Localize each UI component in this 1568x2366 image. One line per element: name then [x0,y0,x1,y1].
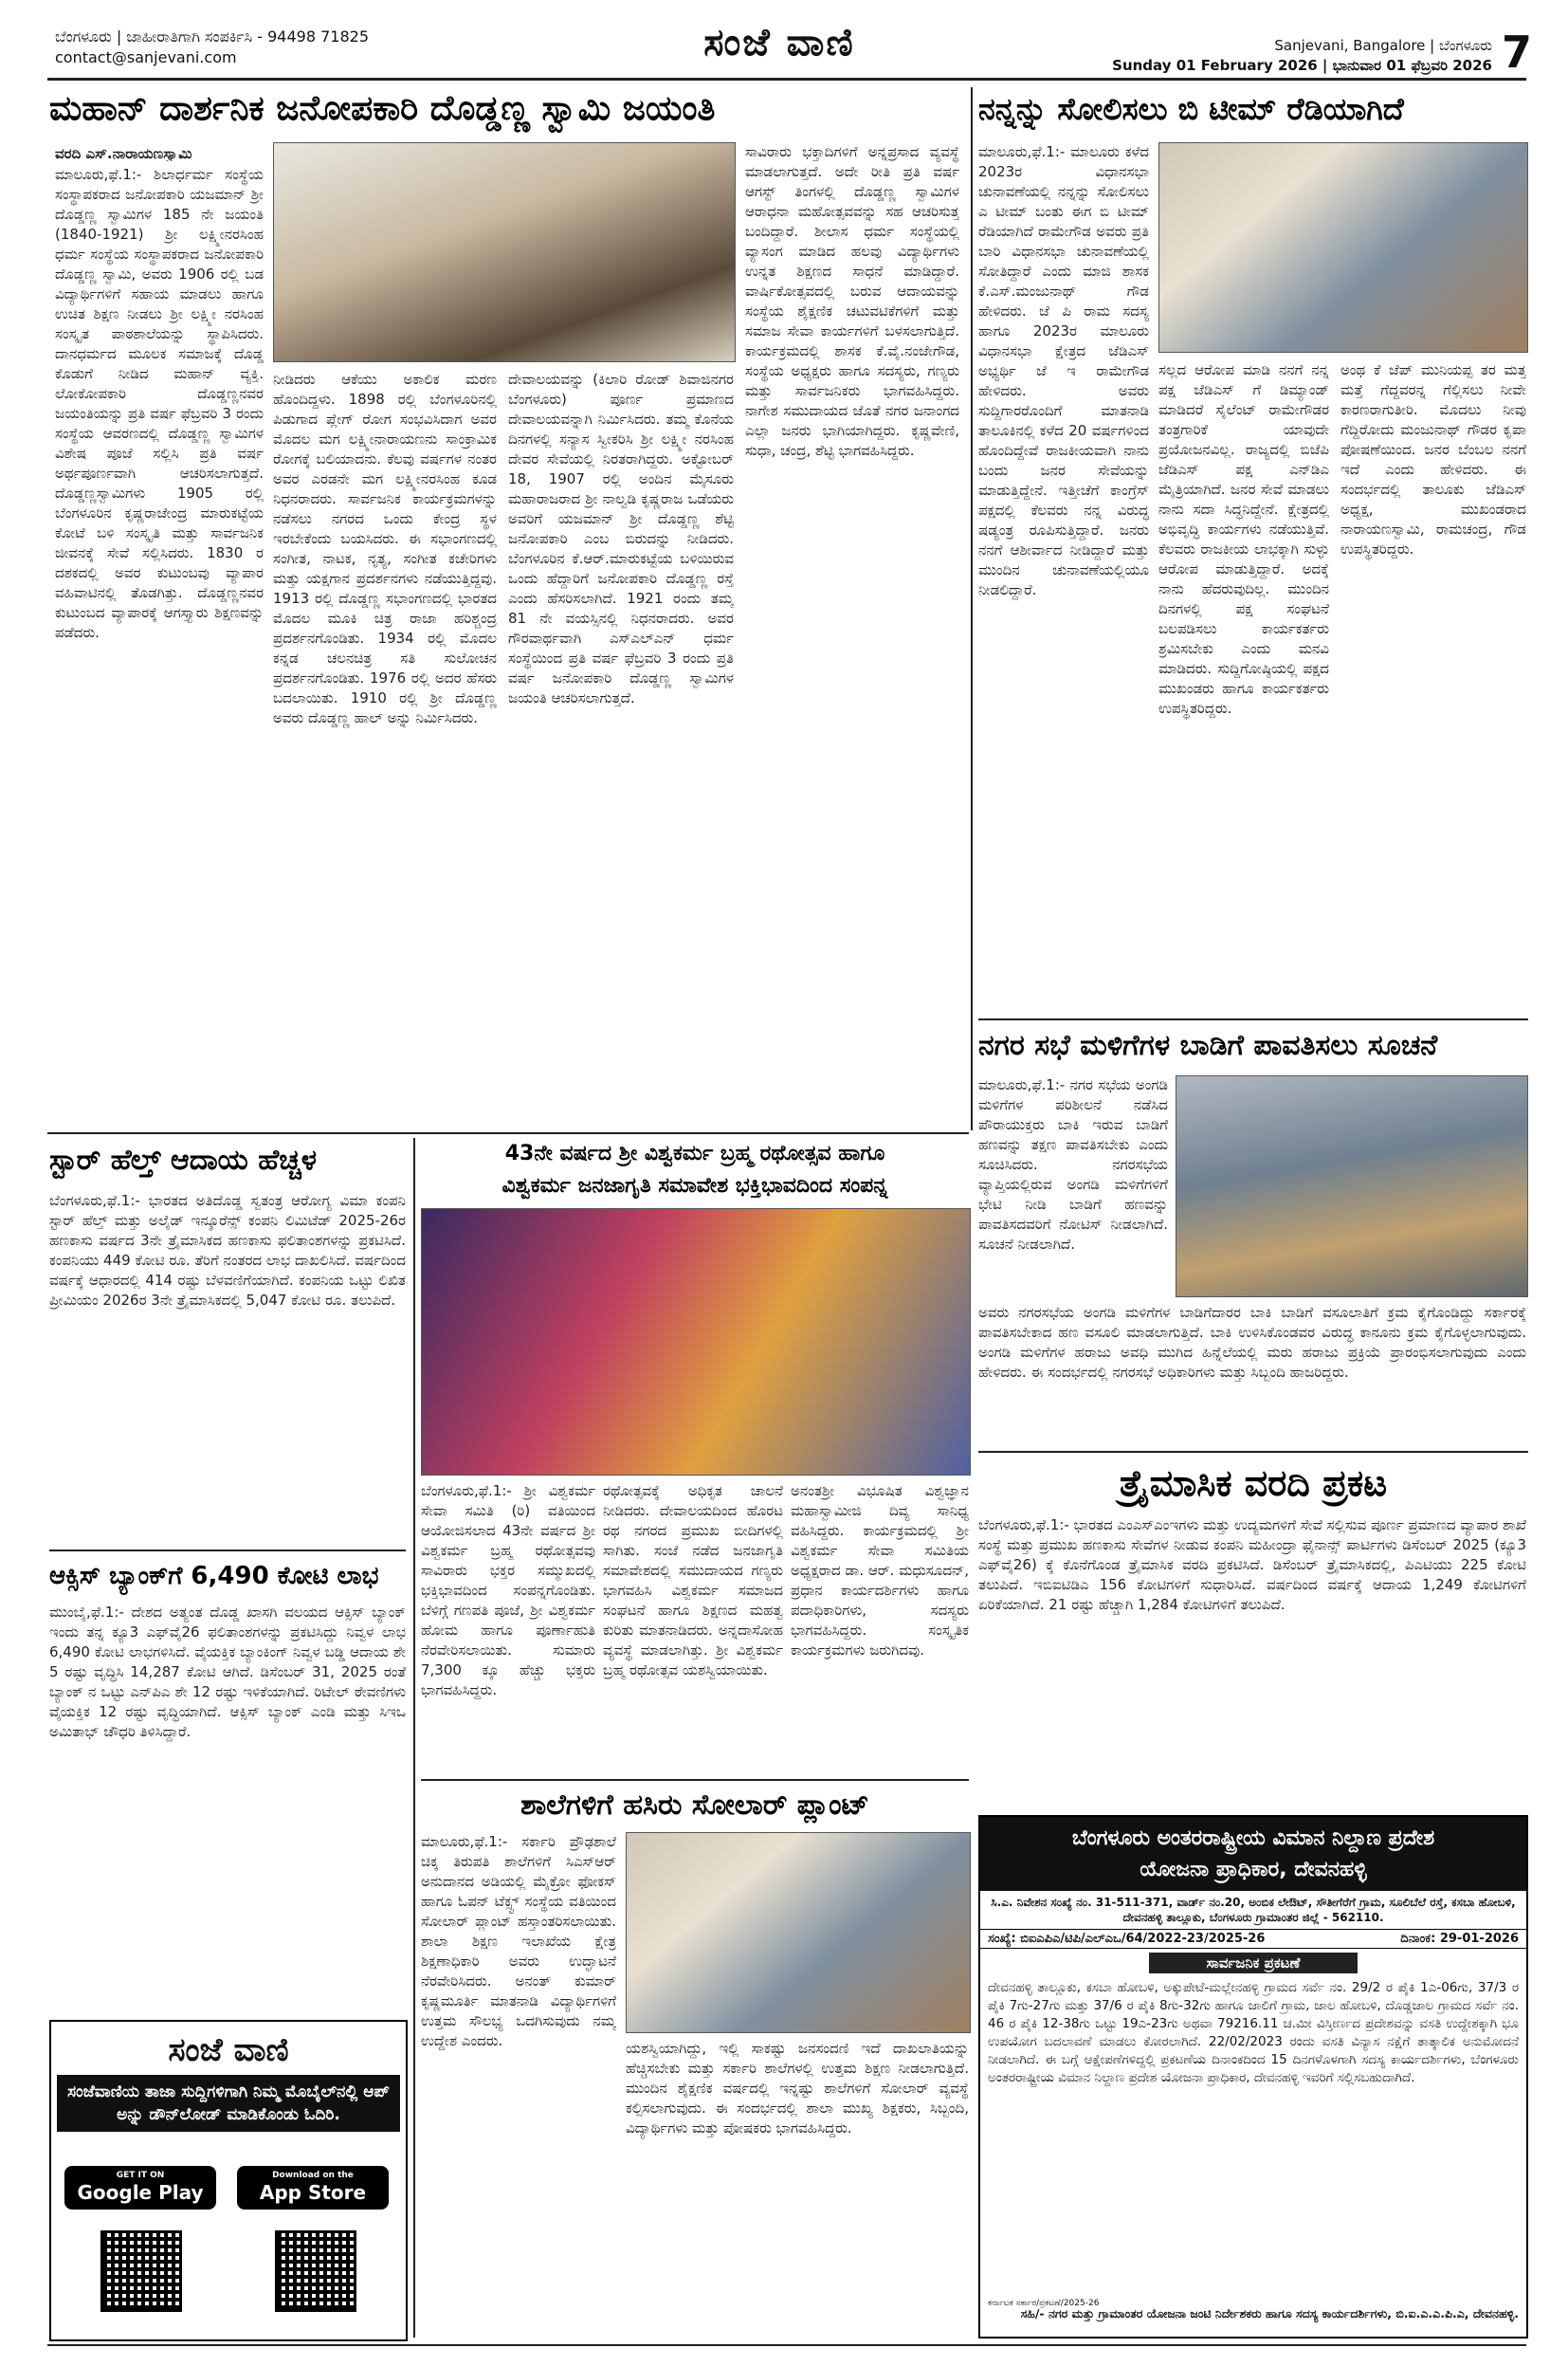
star-health-body: ಬೆಂಗಳೂರು,ಫೆ.1:- ಭಾರತದ ಅತಿದೊಡ್ಡ ಸ್ವತಂತ್ರ ಆರೋಗ್ಯ ವಿಮಾ ಕಂಪನಿ ಸ್ಟಾರ್ ಹೆಲ್ತ್ ಮತ್ತು ಅಲೈಡ್ ಇನ್ಶೂರೆನ್ಸ್ ಕಂಪನಿ ಲಿಮಿಟೆಡ್ 2025-26ರ ಹಣಕಾಸು ವರ್ಷದ 3ನೇ ತ್ರೈಮಾಸಿಕದ ಹಣಕಾಸು ಫಲಿತಾಂಶಗಳನ್ನು ಪ್ರಕಟಿಸಿದೆ. ಕಂಪನಿಯು 449 ಕೋಟಿ ರೂ. ತೆರಿಗೆ ನಂತರದ ಲಾಭ ದಾಖಲಿಸಿದೆ. ವರ್ಷದಿಂದ ವರ್ಷಕ್ಕೆ ಆಧಾರದಲ್ಲಿ 414 ರಷ್ಟು ಬೆಳವಣಿಗೆಯಾಗಿದೆ. ಕಂಪನಿಯ ಒಟ್ಟು ಲಿಖಿತ ಪ್ರೀಮಿಯಂ 2026ರ 3ನೇ ತ್ರೈಮಾಸಿಕದಲ್ಲಿ 5,047 ಕೋಟಿ ರೂ. ತಲುಪಿದೆ. [49,1192,406,1309]
app-store-label: App Store [259,2181,367,2204]
nagarasabhe-body: ಅವರು ನಗರಸಭೆಯ ಅಂಗಡಿ ಮಳಿಗೆಗಳ ಬಾಡಿಗೆದಾರರ ಬಾಕಿ ಬಾಡಿಗೆ ವಸೂಲಾತಿಗೆ ಕ್ರಮ ಕೈಗೊಂಡಿದ್ದು ಸರ್ಕಾರಕ್ಕೆ ಪಾವತಿಸಬೇಕಾದ ಹಣ ವಸೂಲಿ ಮಾಡಲಾಗುತ್ತಿದೆ. ಬಾಕಿ ಉಳಿಸಿಕೊಂಡವರ ವಿರುದ್ಧ ಕಾನೂನು ಕ್ರಮ ಕೈಗೊಳ್ಳಲಾಗುವುದು. ಅಂಗಡಿ ಮಳಿಗೆಗಳ ಹರಾಜು ಅವಧಿ ಮುಗಿದ ಹಿನ್ನೆಲೆಯಲ್ಲಿ ಮರು ಹರಾಜು ಪ್ರಕ್ರಿಯೆ ಪ್ರಾರಂಭಿಸಲಾಗುವುದು ಎಂದು ಹೇಳಿದರು. ಈ ಸಂದರ್ಭದಲ್ಲಿ ನಗರಸಭೆ ಅಧಿಕಾರಿಗಳು ಮತ್ತು ಸಿಬ್ಬಂದಿ ಹಾಜರಿದ್ದರು. [978,1304,1526,1381]
headline-nagarasabhe: ನಗರ ಸಭೆ ಮಳಿಗೆಗಳ ಬಾಡಿಗೆ ಪಾವತಿಸಲು ಸೂಚನೆ [978,1029,1438,1062]
advert-contact: ಬೆಂಗಳೂರು | ಜಾಹೀರಾತಿಗಾಗಿ ಸಂಪರ್ಕಿಸಿ - 94498 71825 [55,28,369,46]
vishwakarma-photo [421,1208,971,1476]
edition-label: Sanjevani, Bangalore | ಬೆಂಗಳೂರು [1274,37,1492,54]
headline-axis: ಆಕ್ಸಿಸ್ ಬ್ಯಾಂಕ್‌ಗೆ 6,490 ಕೋಟಿ ಲಾಭ [49,1562,379,1590]
section-rule [49,1550,406,1551]
logo-text: ಸಂಜೆ ವಾಣಿ [703,21,855,64]
masthead-rule [47,78,1526,81]
newspaper-logo [637,21,921,74]
section-rule [978,1018,1528,1020]
google-play-qr-icon[interactable] [100,2230,182,2312]
solar-col2: ಯಶಸ್ವಿಯಾಗಿದ್ದು, ಇಲ್ಲಿ ಸಾಕಷ್ಟು ಜನಸಂದಣಿ ಇದೆ ದಾಖಲಾತಿಯನ್ನು ಹೆಚ್ಚಿಸಬೇಕು ಮತ್ತು ಸರ್ಕಾರಿ ಶಾಲೆಗಳಲ್ಲಿ ಉತ್ತಮ ಶಿಕ್ಷಣ ನೀಡಲಾಗುತ್ತಿದೆ. ಮುಂದಿನ ಶೈಕ್ಷಣಿಕ ವರ್ಷದಲ್ಲಿ ಇನ್ನಷ್ಟು ಶಾಲೆಗಳಿಗೆ ಸೋಲಾರ್ ವ್ಯವಸ್ಥೆ ಕಲ್ಪಿಸಲಾಗುವುದು. ಈ ಸಂದರ್ಭದಲ್ಲಿ ಶಾಲಾ ಮುಖ್ಯ ಶಿಕ್ಷಕರು, ಸಿಬ್ಬಂದಿ, ವಿದ್ಯಾರ್ಥಿಗಳು ಮತ್ತು ಪೋಷಕರು ಭಾಗವಹಿಸಿದ್ದರು. [626,2040,969,2137]
google-play-button[interactable] [64,2166,216,2210]
app-promo [49,2020,408,2341]
headline-quarterly: ತ್ರೈಮಾಸಿಕ ವರದಿ ಪ್ರಕಟ [1119,1462,1388,1504]
doddanna-col1: ಮಾಲೂರು,ಫೆ.1:- ಶಿಲಾರ್ಧರ್ಮ ಸಂಸ್ಥೆಯ ಸಂಸ್ಥಾಪಕರಾದ ಜನೋಪಕಾರಿ ಯಜಮಾನ್ ಶ್ರೀ ದೊಡ್ಡಣ್ಣ ಸ್ವಾಮಿಗಳ 185 ನೇ ಜಯಂತಿ (1840-1921) ಶ್ರೀ ಲಕ್ಷ್ಮೀನರಸಿಂಹ ಧರ್ಮ ಸಂಸ್ಥೆಯ ಸಂಸ್ಥಾಪಕರಾದ ಜನೋಪಕಾರಿ ದೊಡ್ಡಣ್ಣ ಸ್ವಾಮಿ, ಅವರು 1906 ರಲ್ಲಿ ಬಡ ವಿದ್ಯಾರ್ಥಿಗಳಿಗೆ ಸಹಾಯ ಮಾಡಲು ಹಾಗೂ ಉಚಿತ ಶಿಕ್ಷಣ ನೀಡಲು ಶ್ರೀ ಲಕ್ಷ್ಮೀ ನರಸಿಂಹ ಸಂಸ್ಕೃತ ಪಾಠಶಾಲೆಯನ್ನು ಸ್ಥಾಪಿಸಿದರು. ದಾನಧರ್ಮದ ಮೂಲಕ ಸಮಾಜಕ್ಕೆ ದೊಡ್ಡ ಕೊಡುಗೆ ನೀಡಿದ ಮಹಾನ್ ವ್ಯಕ್ತಿ. ಲೋಕೋಪಕಾರಿ ದೊಡ್ಡಣ್ಣನವರ ಜಯಂತಿಯನ್ನು ಪ್ರತಿ ವರ್ಷ ಫೆಬ್ರವರಿ 3 ರಂದು ಸಂಸ್ಥೆಯ ಆವರಣದಲ್ಲಿ ದೊಡ್ಡಣ್ಣ ಸ್ವಾಮಿಗಳ ವಿಶೇಷ ಪೂಜೆ ಸಲ್ಲಿಸಿ ಪ್ರತಿ ವರ್ಷ ಅರ್ಥಪೂರ್ಣವಾಗಿ ಆಚರಿಸಲಾಗುತ್ತದೆ. ದೊಡ್ಡಣ್ಣಸ್ವಾಮಿಗಳು 1905 ರಲ್ಲಿ ಬೆಂಗಳೂರಿನ ಕೃಷ್ಣರಾಜೇಂದ್ರ ಮಾರುಕಟ್ಟೆಯ ಕೋಟೆ ಬಳಿ ಸಂಸ್ಕೃತಿ ಮತ್ತು ಸಾರ್ವಜನಿಕ ಜೀವನಕ್ಕೆ ಸೇವೆ ಸಲ್ಲಿಸಿದರು. 1830 ರ ದಶಕದಲ್ಲಿ ಅವರ ಕುಟುಂಬವು ವ್ಯಾಪಾರ ವಹಿವಾಟಿನಲ್ಲಿ ತೊಡಗಿತ್ತು. ದೊಡ್ಡಣ್ಣನವರ ಕುಟುಂಬದ ವ್ಯಾಪಾರಕ್ಕೆ ಆಗಸ್ತ್ಯಾರು ಶಿಕ್ಷಣವನ್ನು ಪಡೆದರು. [55,166,264,641]
vishwakarma-col1: ಬೆಂಗಳೂರು,ಫೆ.1:- ಶ್ರೀ ವಿಶ್ವಕರ್ಮ ಸೇವಾ ಸಮಿತಿ (ರಿ) ವತಿಯಿಂದ ಆಯೋಜಿಸಲಾದ 43ನೇ ವರ್ಷದ ಶ್ರೀ ವಿಶ್ವಕರ್ಮ ಬ್ರಹ್ಮ ರಥೋತ್ಸವವು ಸಾವಿರಾರು ಭಕ್ತರ ಸಮ್ಮುಖದಲ್ಲಿ ಭಕ್ತಿಭಾವದಿಂದ ಸಂಪನ್ನಗೊಂಡಿತು. ಬೆಳಿಗ್ಗೆ ಗಣಪತಿ ಪೂಜೆ, ಶ್ರೀ ವಿಶ್ವಕರ್ಮ ಹೋಮ ಹಾಗೂ ಪೂರ್ಣಾಹುತಿ ನೆರವೇರಿಸಲಾಯಿತು. ಸುಮಾರು 7,300 ಕ್ಕೂ ಹೆಚ್ಚು ಭಕ್ತರು ಭಾಗವಹಿಸಿದ್ದರು. [421,1482,595,1698]
section-rule [421,1779,969,1781]
google-play-label: Google Play [77,2181,204,2204]
b-team-col2: ಸಲ್ಲದ ಆರೋಪ ಮಾಡಿ ನನಗೆ ನನ್ನ ಪಕ್ಷ ಜೆಡಿಎಸ್ ಗೆ ಡಿಮ್ಯಾಂಡ್ ಮಾಡಿದರೆ ಸೈಲೆಂಟ್ ರಾಮೇಗೌಡರ ತಂತ್ರಗಾರಿಕೆ ಯಾವುದೇ ಪ್ರಯೋಜನವಿಲ್ಲ. ರಾಜ್ಯದಲ್ಲಿ ಬಿಜೆಪಿ ಜೆಡಿಎಸ್ ಪಕ್ಷ ಎನ್‌ಡಿಎ ಮೈತ್ರಿಯಾಗಿದೆ. ಜನರ ಸೇವೆ ಮಾಡಲು ನಾನು ಸದಾ ಸಿದ್ಧನಿದ್ದೇನೆ. ಕ್ಷೇತ್ರದಲ್ಲಿ ಅಭಿವೃದ್ಧಿ ಕಾರ್ಯಗಳು ನಡೆಯುತ್ತಿವೆ. ಕೆಲವರು ರಾಜಕೀಯ ಲಾಭಕ್ಕಾಗಿ ಸುಳ್ಳು ಆರೋಪ ಮಾಡುತ್ತಿದ್ದಾರೆ. ಅದಕ್ಕೆ ನಾನು ಹೆದರುವುದಿಲ್ಲ. ಮುಂದಿನ ದಿನಗಳಲ್ಲಿ ಪಕ್ಷ ಸಂಘಟನೆ ಬಲಪಡಿಸಲು ಕಾರ್ಯಕರ್ತರು ಶ್ರಮಿಸಬೇಕು ಎಂದು ಮನವಿ ಮಾಡಿದರು. ಸುದ್ದಿಗೋಷ್ಠಿಯಲ್ಲಿ ಪಕ್ಷದ ಮುಖಂಡರು ಹಾಗೂ ಕಾರ್ಯಕರ್ತರು ಉಪಸ್ಥಿತರಿದ್ದರು. [1158,361,1329,717]
axis-body: ಮುಂಬೈ,ಫೆ.1:- ದೇಶದ ಅತ್ಯಂತ ದೊಡ್ಡ ಖಾಸಗಿ ವಲಯದ ಆಕ್ಸಿಸ್ ಬ್ಯಾಂಕ್ ಇಂದು ತನ್ನ ಕ್ಯೂ3 ಎಫ್‌ವೈ26 ಫಲಿತಾಂಶಗಳನ್ನು ಪ್ರಕಟಿಸಿದ್ದು ನಿವ್ವಳ ಲಾಭ 6,490 ಕೋಟಿ ಲಾಭಗಳಿಸಿದೆ. ವೈಯಕ್ತಿಕ ಬ್ಯಾಂಕಿಂಗ್ ನಿವ್ವಳ ಬಡ್ಡಿ ಆದಾಯ ಶೇ 5 ರಷ್ಟು ವೃದ್ಧಿಸಿ 14,287 ಕೋಟಿ ಆಗಿದೆ. ಡಿಸೆಂಬರ್ 31, 2025 ರಂತೆ ಬ್ಯಾಂಕ್ ನ ಒಟ್ಟು ಎನ್‌ಪಿಎ ಶೇ 12 ರಷ್ಟು ಇಳಿಕೆಯಾಗಿದೆ. ರಿಟೇಲ್ ಠೇವಣಿಗಳು ವೈಯಕ್ತಿಕ 12 ರಷ್ಟು ವೃದ್ಧಿಯಾಗಿದೆ. ಆಕ್ಸಿಸ್ ಬ್ಯಾಂಕ್ ಎಂಡಿ ಮತ್ತು ಸಿಇಒ ಅಮಿತಾಭ್ ಚೌಧರಿ ತಿಳಿಸಿದ್ದಾರೆ. [49,1604,406,1740]
doddanna-photo [273,142,736,362]
notice-subtitle: ಯೋಜನಾ ಪ್ರಾಧಿಕಾರ, ದೇವನಹಳ್ಳಿ [980,1855,1526,1891]
masthead-contact [55,27,369,68]
notice-title: ಬೆಂಗಳೂರು ಅಂತರರಾಷ್ಟ್ರೀಯ ವಿಮಾನ ನಿಲ್ದಾಣ ಪ್ರದೇಶ [980,1817,1526,1855]
vishwakarma-col2: ರಥೋತ್ಸವಕ್ಕೆ ಅಧಿಕೃತ ಚಾಲನೆ ನೀಡಿದರು. ದೇವಾಲಯದಿಂದ ಹೊರಟ ರಥ ನಗರದ ಪ್ರಮುಖ ಬೀದಿಗಳಲ್ಲಿ ಸಾಗಿತು. ಸಂಜೆ ನಡೆದ ಜನಜಾಗೃತಿ ಸಮಾವೇಶದಲ್ಲಿ ಸಮುದಾಯದ ಗಣ್ಯರು ಭಾಗವಹಿಸಿ ವಿಶ್ವಕರ್ಮ ಸಮಾಜದ ಸಂಘಟನೆ ಹಾಗೂ ಶಿಕ್ಷಣದ ಮಹತ್ವ ಕುರಿತು ಮಾತನಾಡಿದರು. ಅನ್ನದಾಸೋಹ ವ್ಯವಸ್ಥೆ ಮಾಡಲಾಗಿತ್ತು. ಶ್ರೀ ವಿಶ್ವಕರ್ಮ ಬ್ರಹ್ಮ ರಥೋತ್ಸವ ಯಶಸ್ವಿಯಾಯಿತು. [603,1482,783,1678]
column-divider [413,1138,415,2338]
headline-b-team: ನನ್ನನ್ನು ಸೋಲಿಸಲು ಬಿ ಟೀಮ್ ರೆಡಿಯಾಗಿದೆ [978,91,1404,127]
headline-star-health: ಸ್ಟಾರ್ ಹೆಲ್ತ್ ಆದಾಯ ಹೆಚ್ಚಳ [49,1144,317,1177]
b-team-col3: ಅಂಥ ಕೆ ಜೆಪ್ ಮುನಿಯಪ್ಪ ತರ ಮತ್ತ ಮತ್ತೆ ಗೆದ್ದವರನ್ನ ಗೆಲ್ಲಿಸಲು ನೀವೇ ಕಾರಣರಾಗುತೀರಿ. ಮೊದಲು ನೀವು ಗೆದ್ದಿರೋದು ಮಂಜುನಾಥ್ ಗೌಡರ ಕೃಪಾ ಪೋಷಣೆಯಿಂದ. ಜನರ ಬೆಂಬಲ ನನಗೆ ಇದೆ ಎಂದು ಹೇಳಿದರು. ಈ ಸಂದರ್ಭದಲ್ಲಿ ತಾಲೂಕು ಜೆಡಿಎಸ್ ಅಧ್ಯಕ್ಷ, ಮುಖಂಡರಾದ ನಾರಾಯಣಸ್ವಾಮಿ, ರಾಮಚಂದ್ರ, ಗೌಡ ಉಪಸ್ಥಿತರಿದ್ದರು. [1340,361,1526,558]
b-team-photo [1158,142,1528,353]
page-number: 7 [1501,27,1532,78]
app-store-small: Download on the [272,2171,354,2180]
solar-photo [626,1832,971,2033]
quarterly-body: ಬೆಂಗಳೂರು,ಫೆ.1:- ಭಾರತದ ಎಂಎಸ್‌ಎಂಇಗಳು ಮತ್ತು ಉದ್ಯಮಗಳಿಗೆ ಸೇವೆ ಸಲ್ಲಿಸುವ ಪೂರ್ಣ ಪ್ರಮಾಣದ ವ್ಯಾಪಾರ ಶಾಖೆ ಸಂಸ್ಥೆ ಮತ್ತು ಪ್ರಮುಖ ಹಣಕಾಸು ಸೇವೆಗಳ ನೀಡುವ ಕಂಪನಿ ಮಹೀಂದ್ರಾ ಫೈನಾನ್ಸ್ ಪಾರ್ಟಿಗಳು ಡಿಸೆಂಬರ್ 2025 (ಕ್ಯೂ3 ಎಫ್‌ವೈ26) ಕ್ಕೆ ಕೊನೆಗೊಂಡ ತ್ರೈಮಾಸಿಕ ವರದಿ ಪ್ರಕಟಿಸಿದೆ. ಡಿಸೆಂಬರ್ ತ್ರೈಮಾಸಿಕದಲ್ಲಿ, ಪಿಎಟಿಯು 225 ಕೋಟಿ ತಲುಪಿದೆ. ಇಬಿಐಟಿಡಿಎ 156 ಕೋಟಿಗಳಿಗೆ ಸುಧಾರಿಸಿದೆ. ವರ್ಷದಿಂದ ವರ್ಷಕ್ಕೆ ಆದಾಯ 1,249 ಕೋಟಿಗಳಿಗೆ ಏರಿಕೆಯಾಗಿದೆ. 21 ರಷ್ಟು ಹೆಚ್ಚಾಗಿ 1,284 ಕೋಟಿಗಳಿಗೆ ತಲುಪಿದೆ. [978,1516,1526,1613]
doddanna-col4: ಸಾವಿರಾರು ಭಕ್ತಾದಿಗಳಿಗೆ ಅನ್ನಪ್ರಸಾದ ವ್ಯವಸ್ಥೆ ಮಾಡಲಾಗುತ್ತದೆ. ಅದೇ ರೀತಿ ಪ್ರತಿ ವರ್ಷ ಆಗಸ್ಟ್ ತಿಂಗಳಲ್ಲಿ ದೊಡ್ಡಣ್ಣ ಸ್ವಾಮಿಗಳ ಆರಾಧನಾ ಮಹೋತ್ಸವವನ್ನು ಸಹ ಆಚರಿಸುತ್ತ ಬಂದಿದ್ದಾರೆ. ಶೀಲಾಸ ಧರ್ಮ ಸಂಸ್ಥೆಯಲ್ಲಿ ವ್ಯಾಸಂಗ ಮಾಡಿದ ಹಲವು ವಿದ್ಯಾರ್ಥಿಗಳು ಉನ್ನತ ಶಿಕ್ಷಣದ ಸಾಧನೆ ಮಾಡಿದ್ದಾರೆ. ವಾರ್ಷಿಕೋತ್ಸವದಲ್ಲಿ ಬರುವ ಆದಾಯವನ್ನು ಸಂಸ್ಥೆಯ ಶೈಕ್ಷಣಿಕ ಚಟುವಟಿಕೆಗಳಿಗೆ ಮತ್ತು ಸಮಾಜ ಸೇವಾ ಕಾರ್ಯಗಳಿಗೆ ಬಳಸಲಾಗುತ್ತಿದೆ. ಕಾರ್ಯಕ್ರಮದಲ್ಲಿ ಶಾಸಕ ಕೆ.ವೈ.ನಂಜೇಗೌಡ, ಸಂಸ್ಥೆಯ ಅಧ್ಯಕ್ಷರು ಹಾಗೂ ಸದಸ್ಯರು, ಗಣ್ಯರು ಮತ್ತು ಸಾರ್ವಜನಿಕರು ಭಾಗವಹಿಸಿದ್ದರು. ನಾಗೇಶ ಸಮುದಾಯದ ಜೊತೆ ನಗರ ಜನಾಂಗದ ಎಲ್ಲಾ ಜನರು ಭಾಗಿಯಾಗಿದ್ದರು. ಕೃಷ್ಣವೇಣಿ, ಸುಧಾ, ಚಂದ್ರ, ಶೆಟ್ಟಿ ಭಾಗವಹಿಸಿದ್ದರು. [745,143,959,459]
notice-label: ಸಾರ್ವಜನಿಕ ಪ್ರಕಟಣೆ [1149,1953,1358,1973]
section-rule [47,1132,969,1134]
promo-logo: ಸಂಜೆ ವಾಣಿ [168,2031,289,2069]
app-store-button[interactable] [237,2166,389,2210]
headline-vishwakarma-2: ವಿಶ್ವಕರ್ಮ ಜನಜಾಗೃತಿ ಸಮಾವೇಶ ಭಕ್ತಿಭಾವದಿಂದ ಸಂಪನ್ನ [501,1174,888,1198]
vishwakarma-col3: ಅನಂತಶ್ರೀ ವಿಭೂಷಿತ ವಿಶ್ವಜ್ಞಾನ ಮಹಾಸ್ವಾಮೀಜಿ ದಿವ್ಯ ಸಾನಿಧ್ಯ ವಹಿಸಿದ್ದರು. ಕಾರ್ಯಕ್ರಮದಲ್ಲಿ ಶ್ರೀ ವಿಶ್ವಕರ್ಮ ಸೇವಾ ಸಮಿತಿಯ ಅಧ್ಯಕ್ಷರಾದ ಡಾ. ಆರ್. ಮಧುಸೂದನ್, ಪ್ರಧಾನ ಕಾರ್ಯದರ್ಶಿಗಳು ಹಾಗೂ ಪದಾಧಿಕಾರಿಗಳು, ಸದಸ್ಯರು ಭಾಗವಹಿಸಿದ್ದರು. ಸಂಸ್ಕೃತಿಕ ಕಾರ್ಯಕ್ರಮಗಳು ಜರುಗಿದವು. [791,1482,969,1659]
public-notice [978,1815,1528,2338]
b-team-col1: ಮಾಲೂರು,ಫೆ.1:- ಮಾಲೂರು ಕಳೆದ 2023ರ ವಿಧಾನಸಭಾ ಚುನಾವಣೆಯಲ್ಲಿ ನನ್ನನ್ನು ಸೋಲಿಸಲು ಎ ಟೀಮ್ ಬಂತು ಈಗ ಬಿ ಟೀಮ್ ರೆಡಿಯಾಗಿದೆ ರಾಮೇಗೌಡ ಅವರು ಪ್ರತಿ ಬಾರಿ ವಿಧಾನಸಭಾ ಚುನಾವಣೆಯಲ್ಲಿ ಸೋತಿದ್ದಾರೆ ಎಂದು ಮಾಜಿ ಶಾಸಕ ಕೆ.ಎಸ್.ಮಂಜುನಾಥ್ ಗೌಡ ಹೇಳಿದರು. ಜೆ ಪಿ ರಾಮ ಸದಸ್ಯ ಹಾಗೂ 2023ರ ಮಾಲೂರು ವಿಧಾನಸಭಾ ಕ್ಷೇತ್ರದ ಜೆಡಿಎಸ್ ಅಭ್ಯರ್ಥಿ ಜೆ ಇ ರಾಮೇಗೌಡ ಹೇಳಿದರು. ಅವರು ಸುದ್ದಿಗಾರರೊಂದಿಗೆ ಮಾತನಾಡಿ ತಾಲೂಕಿನಲ್ಲಿ ಕಳೆದ 20 ವರ್ಷಗಳಿಂದ ಹೊಂದಿದ್ದೇವೆ ರಾಜಕೀಯವಾಗಿ ನಾನು ಬಂದು ಜನರ ಸೇವೆಯನ್ನು ಮಾಡುತ್ತಿದ್ದೇನೆ. ಇತ್ತೀಚೆಗೆ ಕಾಂಗ್ರೆಸ್ ಪಕ್ಷದಲ್ಲಿ ಕೆಲವರು ನನ್ನ ವಿರುದ್ಧ ಷಡ್ಯಂತ್ರ ರೂಪಿಸುತ್ತಿದ್ದಾರೆ. ಜನರು ನನಗೆ ಆಶೀರ್ವಾದ ನೀಡಿದ್ದಾರೆ ಮತ್ತು ಮುಂದಿನ ಚುನಾವಣೆಯಲ್ಲಿಯೂ ನೀಡಲಿದ್ದಾರೆ. [978,143,1149,598]
notice-body: ದೇವನಹಳ್ಳಿ ತಾಲ್ಲೂಕು, ಕಸಬಾ ಹೋಬಳಿ, ಅಕ್ಕುಪೇಟೆ-ಮಲ್ಲೇನಹಳ್ಳಿ ಗ್ರಾಮದ ಸರ್ವೆ ನಂ. 29/2 ರ ಪೈಕಿ 1ಎ-06ಗು, 37/3 ರ ಪೈಕಿ 7ಗು-27ಗು ಮತ್ತು 37/6 ರ ಪೈಕಿ 8ಗು-32ಗು ಹಾಗೂ ಜಾಲಿಗೆ ಗ್ರಾಮ, ಜಾಲ ಹೋಬಳಿ, ದೊಡ್ಡಜಾಲ ಗ್ರಾಮದ ಸರ್ವೆ ನಂ. 46 ರ ಪೈಕಿ 12-38ಗು ಒಟ್ಟು 19ಎ-23ಗು ಅಥವಾ 79216.11 ಚ.ಮೀ ವಿಸ್ತೀರ್ಣದ ಪ್ರದೇಶವನ್ನು ವಸತಿ ಉದ್ದೇಶಕ್ಕಾಗಿ ಭೂ ಉಪಯೋಗ ಬದಲಾವಣೆ ಮಾಡಲು ಕೋರಲಾಗಿದೆ. 22/02/2023 ರಂದು ವಸತಿ ವಿನ್ಯಾಸ ನಕ್ಷೆಗೆ ತಾತ್ಕಾಲಿಕ ಅನುಮೋದನೆ ನೀಡಲಾಗಿದೆ. ಈ ಬಗ್ಗೆ ಆಕ್ಷೇಪಣೆಗಳಿದ್ದಲ್ಲಿ ಪ್ರಕಟಣೆಯ ದಿನಾಂಕದಿಂದ 15 ದಿನಗಳೊಳಗಾಗಿ ಸದಸ್ಯ ಕಾರ್ಯದರ್ಶಿಗಳು, ಬೆಂಗಳೂರು ಅಂತರರಾಷ್ಟ್ರೀಯ ವಿಮಾನ ನಿಲ್ದಾಣ ಪ್ರದೇಶ ಯೋಜನಾ ಪ್ರಾಧಿಕಾರ, ದೇವನಹಳ್ಳಿ ಇವರಿಗೆ ಸಲ್ಲಿಸಬಹುದಾಗಿದೆ. [988,1980,1519,2085]
section-rule [978,1451,1528,1453]
nagarasabhe-col1: ಮಾಲೂರು,ಫೆ.1:- ನಗರ ಸಭೆಯ ಅಂಗಡಿ ಮಳಿಗೆಗಳ ಪರಿಶೀಲನೆ ನಡೆಸಿದ ಪೌರಾಯುಕ್ತರು ಬಾಕಿ ಇರುವ ಬಾಡಿಗೆ ಹಣವನ್ನು ತಕ್ಷಣ ಪಾವತಿಸಬೇಕು ಎಂದು ಸೂಚಿಸಿದರು. ನಗರಸಭೆಯ ವ್ಯಾಪ್ತಿಯಲ್ಲಿರುವ ಅಂಗಡಿ ಮಳಿಗೆಗಳಿಗೆ ಭೇಟಿ ನೀಡಿ ಬಾಡಿಗೆ ಹಣವನ್ನು ಪಾವತಿಸದವರಿಗೆ ನೋಟಿಸ್ ನೀಡಲಾಗಿದೆ. ಸೂಚನೆ ನೀಡಲಾಗಿದೆ. [978,1076,1168,1253]
notice-footer-code: ಕರ್ನಾಟಕ ಸರ್ಕಾರ/ಪ್ರಕಟಣೆ/2025-26 [988,2299,1100,2308]
headline-doddanna: ಮಹಾನ್ ದಾರ್ಶನಿಕ ಜನೋಪಕಾರಿ ದೊಡ್ಡಣ್ಣ ಸ್ವಾಮಿ ಜಯಂತಿ [49,89,716,128]
doddanna-col2: ನೀಡಿದರು ಆಕೆಯು ಅಕಾಲಿಕ ಮರಣ ಹೊಂದಿದ್ದಳು. 1898 ರಲ್ಲಿ ಬೆಂಗಳೂರಿನಲ್ಲಿ ಪಿಡುಗಾದ ಪ್ಲೇಗ್ ರೋಗ ಸಂಭವಿಸಿದಾಗ ಅವರ ಮೊದಲ ಮಗ ಲಕ್ಷ್ಮೀನಾರಾಯಣನು ಸಾಂಕ್ರಾಮಿಕ ರೋಗಕ್ಕೆ ಬಲಿಯಾದನು. ಕೆಲವು ವರ್ಷಗಳ ನಂತರ ಅವರ ಎರಡನೇ ಮಗ ಲಕ್ಷ್ಮೀನರಸಿಂಹ ಕೂಡ ನಿಧನರಾದರು. ಸಾರ್ವಜನಿಕ ಕಾರ್ಯಕ್ರಮಗಳನ್ನು ನಡೆಸಲು ನಗರದ ಒಂದು ಕೇಂದ್ರ ಸ್ಥಳ ಇರಬೇಕೆಂದು ಬಯಸಿದರು. ಈ ಸಭಾಂಗಣದಲ್ಲಿ ಸಂಗೀತ, ನಾಟಕ, ನೃತ್ಯ, ಸಂಗೀತ ಕಚೇರಿಗಳು ಮತ್ತು ಯಕ್ಷಗಾನ ಪ್ರದರ್ಶನಗಳು ನಡೆಯುತ್ತಿದ್ದವು. 1913 ರಲ್ಲಿ ದೊಡ್ಡಣ್ಣ ಸಭಾಂಗಣದಲ್ಲಿ ಭಾರತದ ಮೊದಲ ಮೂಕಿ ಚಿತ್ರ ರಾಜಾ ಹರಿಶ್ಚಂದ್ರ ಪ್ರದರ್ಶನಗೊಂಡಿತು. 1934 ರಲ್ಲಿ ಮೊದಲ ಕನ್ನಡ ಚಲನಚಿತ್ರ ಸತಿ ಸುಲೋಚನ ಪ್ರದರ್ಶನಗೊಂಡಿತು. 1976 ರಲ್ಲಿ ಅದರ ಹೆಸರು ಬದಲಾಯಿತು. 1910 ರಲ್ಲಿ ಶ್ರೀ ದೊಡ್ಡಣ್ಣ ಅವರು ದೊಡ್ಡಣ್ಣ ಹಾಲ್ ಅನ್ನು ನಿರ್ಮಿಸಿದರು. [273,371,497,726]
solar-col1: ಮಾಲೂರು,ಫೆ.1:- ಸರ್ಕಾರಿ ಪ್ರೌಢಶಾಲೆ ಚಿಕ್ಕ ತಿರುಪತಿ ಶಾಲೆಗಳಿಗೆ ಸಿಎಸ್‌ಆರ್ ಅನುದಾನದ ಅಡಿಯಲ್ಲಿ ಮೈಕ್ರೋ ಫೋಕಸ್ ಹಾಗೂ ಓಪನ್ ಟೆಕ್ಸ್ಟ್ ಸಂಸ್ಥೆಯ ವತಿಯಿಂದ ಸೋಲಾರ್ ಪ್ಲಾಂಟ್ ಹಸ್ತಾಂತರಿಸಲಾಯಿತು. ಶಾಲಾ ಶಿಕ್ಷಣ ಇಲಾಖೆಯ ಕ್ಷೇತ್ರ ಶಿಕ್ಷಣಾಧಿಕಾರಿ ಅವರು ಉದ್ಘಾಟನೆ ನೆರವೇರಿಸಿದರು. ಅನಂತ್ ಕುಮಾರ್ ಕೃಷ್ಣಮೂರ್ತಿ ಮಾತನಾಡಿ ವಿದ್ಯಾರ್ಥಿಗಳಿಗೆ ಉತ್ತಮ ಸೌಲಭ್ಯ ಒದಗಿಸುವುದು ನಮ್ಮ ಉದ್ದೇಶ ಎಂದರು. [421,1833,616,2049]
headline-solar: ಶಾಲೆಗಳಿಗೆ ಹಸಿರು ಸೋಲಾರ್ ಪ್ಲಾಂಟ್ [520,1788,869,1822]
column-divider [971,87,973,1130]
doddanna-col3: ದೇವಾಲಯವನ್ನು (ಕಿಲಾರಿ ರೋಡ್ ಶಿವಾಜಿನಗರ ಬೆಂಗಳೂರು) ಪೂರ್ಣ ಪ್ರಮಾಣದ ದೇವಾಲಯವನ್ನಾಗಿ ನಿರ್ಮಿಸಿದರು. ತಮ್ಮ ಕೊನೆಯ ದಿನಗಳಲ್ಲಿ ಸನ್ಯಾಸ ಸ್ವೀಕರಿಸಿ ಶ್ರೀ ಲಕ್ಷ್ಮೀ ನರಸಿಂಹ ದೇವರ ಸೇವೆಯಲ್ಲಿ ನಿರತರಾಗಿದ್ದರು. ಅಕ್ಟೋಬರ್ 18, 1907 ರಲ್ಲಿ ಅಂದಿನ ಮೈಸೂರು ಮಹಾರಾಜರಾದ ಶ್ರೀ ನಾಲ್ವಡಿ ಕೃಷ್ಣರಾಜ ಒಡೆಯರು ಅವರಿಗೆ ಯಜಮಾನ್ ಶ್ರೀ ದೊಡ್ಡಣ್ಣ ಶೆಟ್ಟಿ ಜನೋಪಕಾರಿ ಎಂಬ ಬಿರುದನ್ನು ನೀಡಿದರು. ಬೆಂಗಳೂರಿನ ಕೆ.ಆರ್.ಮಾರುಕಟ್ಟೆಯ ಬಳಿಯಿರುವ ಒಂದು ಹೆದ್ದಾರಿಗೆ ಜನೋಪಕಾರಿ ದೊಡ್ಡಣ್ಣ ರಸ್ತೆ ಎಂದು ಹೆಸರಿಸಲಾಗಿದೆ. 1921 ರಂದು ತಮ್ಮ 81 ನೇ ವಯಸ್ಸಿನಲ್ಲಿ ನಿಧನರಾದರು. ಅವರ ಗೌರವಾರ್ಥವಾಗಿ ಎಸ್‌ಎಲ್‌ಎನ್ ಧರ್ಮ ಸಂಸ್ಥೆಯಿಂದ ಪ್ರತಿ ವರ್ಷ ಫೆಬ್ರವರಿ 3 ರಂದು ಪ್ರತಿ ವರ್ಷ ಜನೋಪಕಾರಿ ದೊಡ್ಡಣ್ಣ ಸ್ವಾಮಿಗಳ ಜಯಂತಿ ಆಚರಿಸಲಾಗುತ್ತದೆ. [508,371,734,706]
issue-date: Sunday 01 February 2026 | ಭಾನುವಾರ 01 ಫೆಬ್ರವರಿ 2026 [1112,57,1492,74]
notice-ref: ಸಂಖ್ಯೆ: ಬಿಐಎಪಿಎ/ಟಿಪಿ/ಎಲ್‌ಎಒ/64/2022-23/2025-26 [988,1932,1266,1946]
nagarasabhe-photo [1176,1075,1528,1297]
notice-date: ದಿನಾಂಕ: 29-01-2026 [1400,1932,1519,1946]
footer-rule [47,2344,1526,2346]
headline-vishwakarma-1: 43ನೇ ವರ್ಷದ ಶ್ರೀ ವಿಶ್ವಕರ್ಮ ಬ್ರಹ್ಮ ರಥೋತ್ಸವ ಹಾಗೂ [504,1142,885,1165]
google-play-small: GET IT ON [116,2171,165,2180]
app-store-qr-icon[interactable] [275,2230,356,2312]
byline-doddanna: ವರದಿ ಎಸ್.ನಾರಾಯಣಸ್ವಾಮಿ [55,145,192,161]
masthead-date [1112,36,1492,76]
promo-text: ಸಂಜೆವಾಣಿಯ ತಾಜಾ ಸುದ್ದಿಗಳಿಗಾಗಿ ನಿಮ್ಮ ಮೊಬೈಲ್‌ನಲ್ಲಿ ಆಪ್ ಅನ್ನು ಡೌನ್‌ಲೋಡ್ ಮಾಡಿಕೊಂಡು ಓದಿರಿ. [57,2075,400,2132]
notice-signature: ಸಹಿ/- ನಗರ ಮತ್ತು ಗ್ರಾಮಾಂತರ ಯೋಜನಾ ಜಂಟಿ ನಿರ್ದೇಶಕರು ಹಾಗೂ ಸದಸ್ಯ ಕಾರ್ಯದರ್ಶಿಗಳು, ಬಿ.ಐ.ಎ.ಎ.ಪಿ.ಎ, ದೇವನಹಳ್ಳಿ. [1020,2306,1519,2320]
contact-email[interactable]: contact@sanjevani.com [55,48,237,66]
notice-address: ಸಿ.ಎ. ನಿವೇಶನ ಸಂಖ್ಯೆ ನಂ. 31-511-371, ವಾರ್ಡ್ ನಂ.20, ಅಂಬಿಕ ಲೇಔಟ್, ಸೌತೀಗೆರೆಗೆ ಗ್ರಾಮ, ಸೂಲಿಬೆಲೆ ರಸ್ತೆ, ಕಸಬಾ ಹೋಬಳಿ, ದೇವನಹಳ್ಳಿ ತಾಲ್ಲೂಕು, ಬೆಂಗಳೂರು ಗ್ರಾಮಾಂತರ ಜಿಲ್ಲೆ - 562110. [991,1896,1516,1924]
